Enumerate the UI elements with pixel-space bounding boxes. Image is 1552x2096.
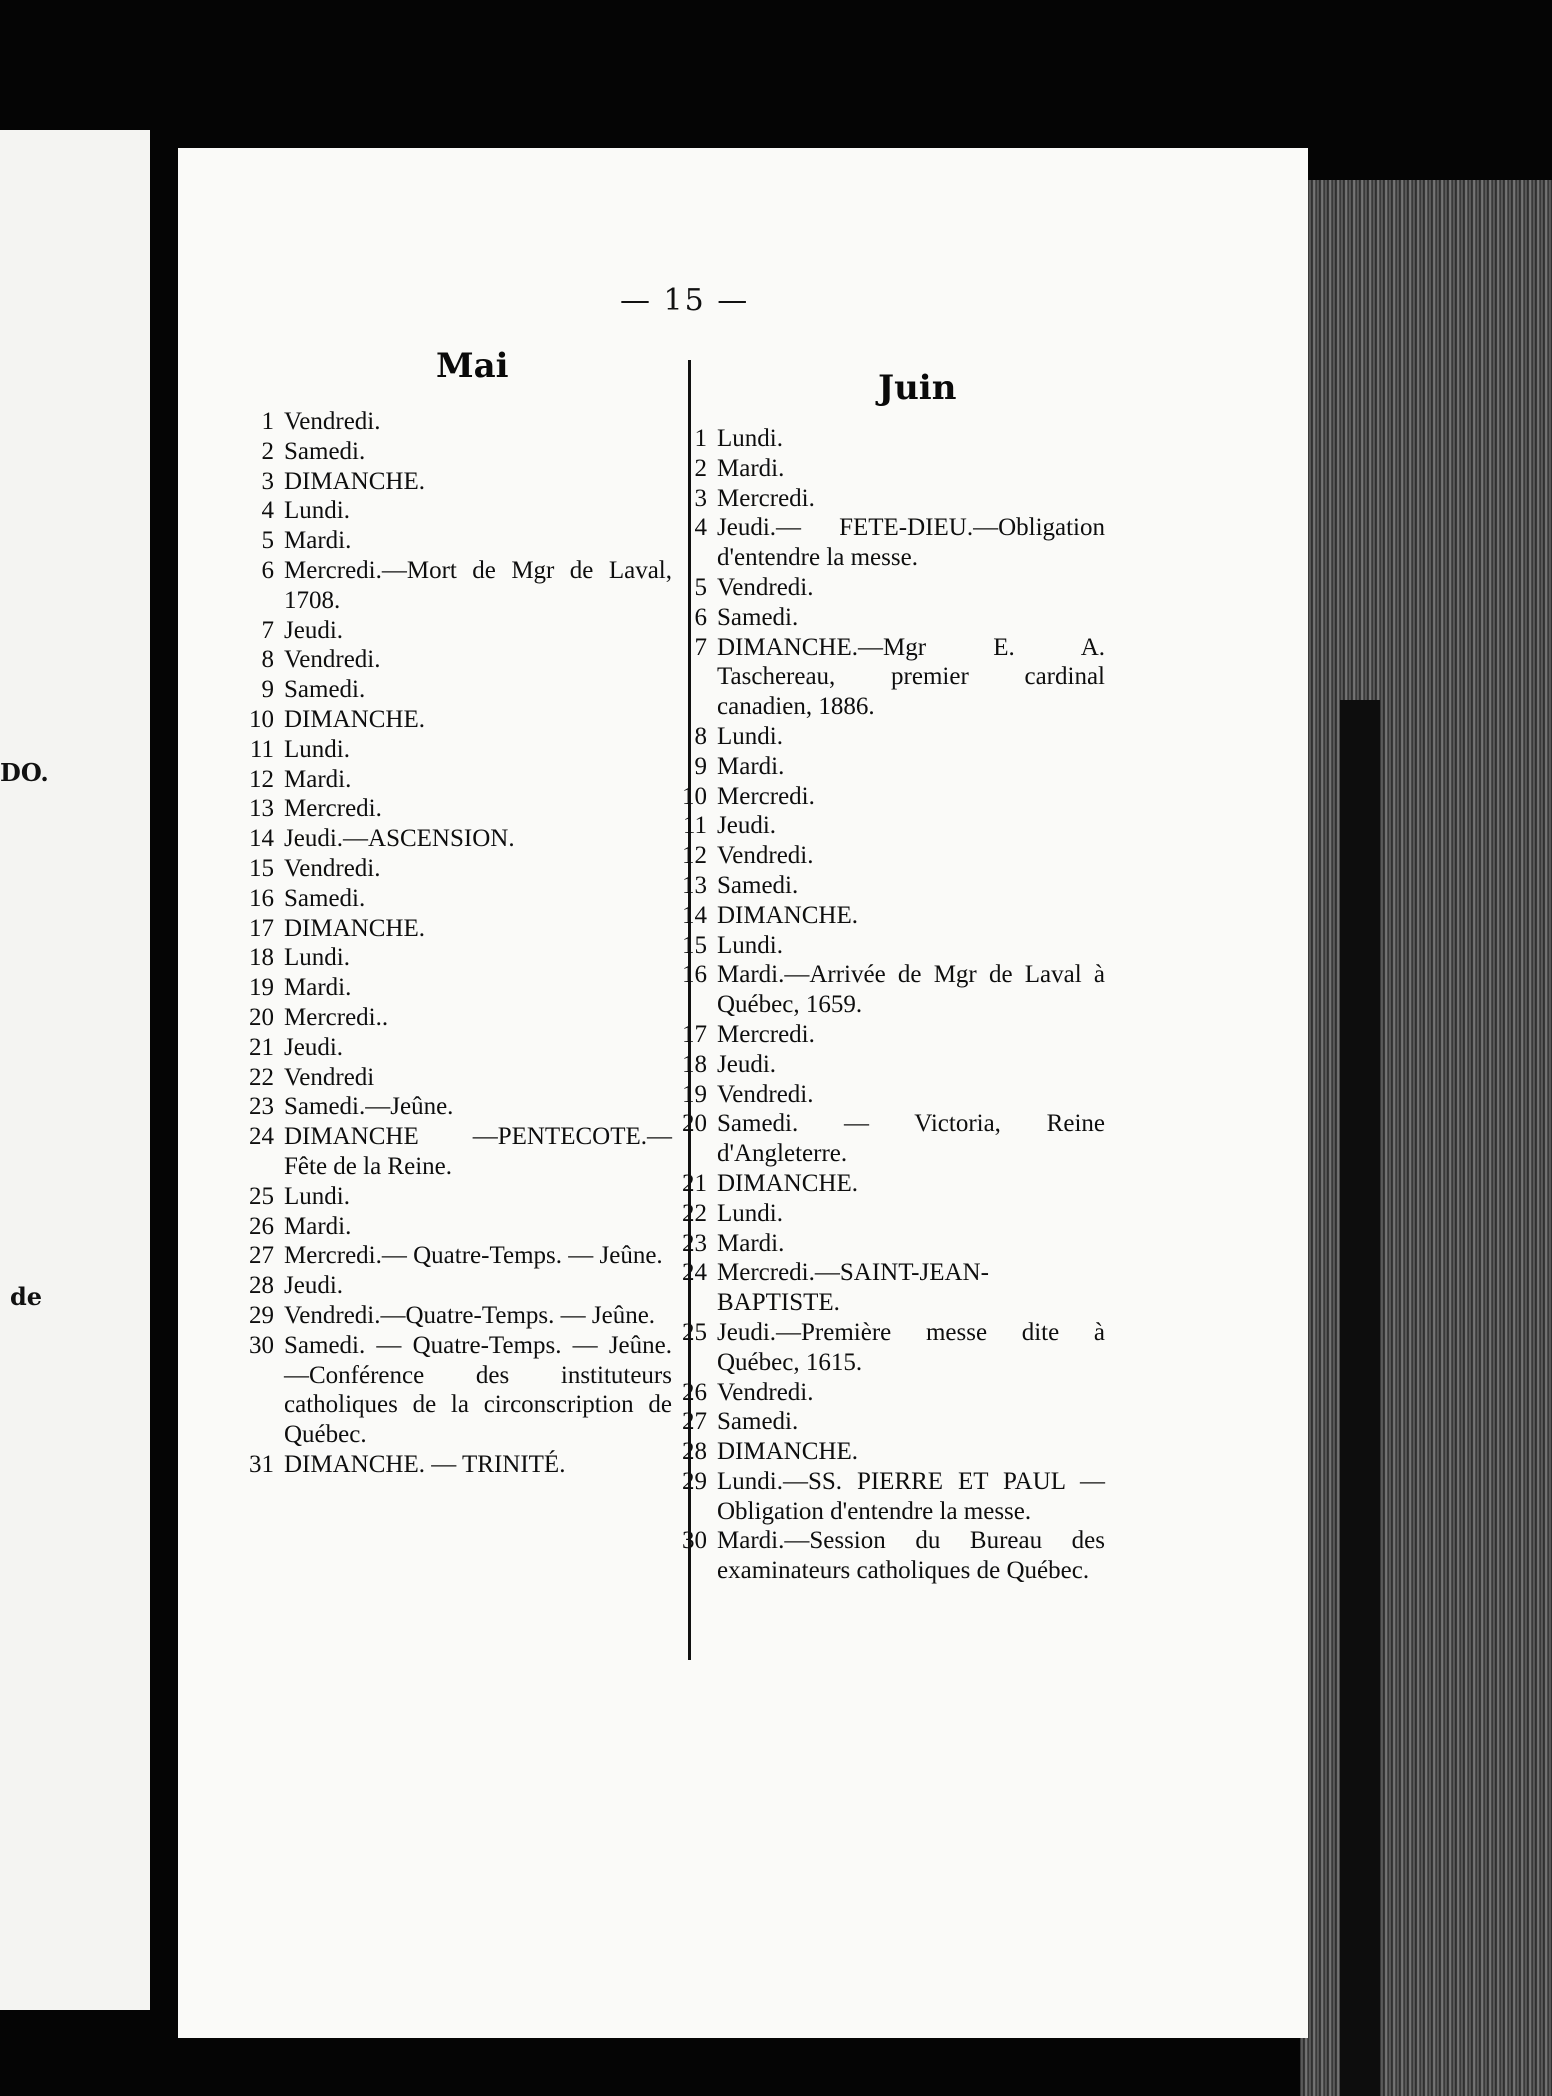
calendar-entry [665, 1050, 1105, 1080]
entry-day-number: 16 [682, 961, 707, 989]
entry-text: Jeudi. [284, 1033, 344, 1061]
entry-text: Lundi. [717, 931, 783, 959]
entry-text: Jeudi. [717, 1050, 777, 1078]
calendar-entry [232, 407, 672, 437]
entry-text: DIMANCHE. [284, 914, 425, 942]
entry-text: Mardi.—Arrivée de Mgr de Laval à Québec, 1659. [717, 961, 1105, 1019]
entry-text: Mercredi. [717, 782, 815, 810]
entry-day-number: 12 [682, 842, 707, 870]
calendar-entry [232, 526, 672, 556]
entry-text: DIMANCHE. [284, 467, 425, 495]
entry-day-number: 5 [694, 573, 707, 601]
entry-text: Mercredi.—SAINT-JEAN-BAPTISTE. [717, 1259, 989, 1317]
entry-day-number: 26 [682, 1378, 707, 1406]
entry-day-number: 9 [261, 676, 274, 704]
calendar-entry [665, 1467, 1105, 1527]
calendar-entry [665, 871, 1105, 901]
calendar-entry [665, 1020, 1105, 1050]
entry-text: Vendredi. [284, 646, 381, 674]
entry-day-number: 13 [249, 795, 274, 823]
entry-day-number: 21 [249, 1033, 274, 1061]
entry-day-number: 15 [682, 931, 707, 959]
entry-text: Lundi. [717, 722, 783, 750]
entry-day-number: 10 [249, 705, 274, 733]
entry-text: DIMANCHE.—Mgr E. A. Taschereau, premier cardinal canadien, 1886. [717, 633, 1105, 721]
entry-day-number: 25 [682, 1318, 707, 1346]
entry-text: Mardi.—Session du Bureau des examinateurs catholiques de Québec. [717, 1527, 1105, 1585]
entry-day-number: 3 [261, 467, 274, 495]
calendar-entry [232, 616, 672, 646]
calendar-entry [665, 901, 1105, 931]
entry-day-number: 7 [694, 633, 707, 661]
calendar-column-juin [665, 424, 1105, 1586]
entry-text: Vendredi. [284, 408, 381, 435]
entry-text: Mercredi. [284, 795, 382, 823]
entry-day-number: 28 [249, 1272, 274, 1300]
calendar-entry [232, 705, 672, 735]
entry-day-number: 1 [694, 425, 707, 452]
entry-day-number: 29 [249, 1301, 274, 1329]
entry-day-number: 18 [249, 944, 274, 972]
entry-day-number: 4 [261, 497, 274, 525]
entry-text: Lundi. [717, 1199, 783, 1227]
month-title-juin: Juin [878, 368, 957, 408]
entry-text: Vendredi. [717, 573, 814, 601]
entry-day-number: 22 [682, 1199, 707, 1227]
entry-day-number: 16 [249, 884, 274, 912]
calendar-entry [232, 1301, 672, 1331]
entry-text: Lundi.—SS. PIERRE ET PAUL — Obligation d'entendre la messe. [717, 1467, 1105, 1525]
entry-day-number: 7 [261, 616, 274, 644]
entry-day-number: 4 [694, 514, 707, 542]
calendar-entry [665, 424, 1105, 454]
entry-day-number: 22 [249, 1063, 274, 1091]
entry-text: Samedi. — Victoria, Reine d'Angleterre. [717, 1110, 1105, 1168]
entry-text: Mardi. [284, 765, 352, 793]
entry-text: Samedi. [284, 676, 366, 704]
entry-day-number: 10 [682, 782, 707, 810]
calendar-entry [665, 513, 1105, 573]
entry-day-number: 23 [682, 1229, 707, 1257]
calendar-entry [665, 1437, 1105, 1467]
entry-day-number: 6 [694, 603, 707, 631]
entry-text: Mardi. [284, 527, 352, 555]
entry-text: Lundi. [284, 497, 350, 525]
entry-text: Samedi. [284, 437, 366, 465]
entry-day-number: 14 [249, 825, 274, 853]
calendar-entry [232, 1212, 672, 1242]
entry-text: Lundi. [284, 735, 350, 763]
entry-text: DIMANCHE. — TRINITÉ. [284, 1450, 566, 1478]
calendar-entry [665, 841, 1105, 871]
entry-day-number: 27 [249, 1242, 274, 1270]
entry-day-number: 15 [249, 854, 274, 882]
entry-day-number: 20 [682, 1110, 707, 1138]
entry-text: Vendredi. [717, 1080, 814, 1108]
entry-text: Samedi. [284, 884, 366, 912]
entry-text: Jeudi. [717, 812, 777, 840]
entry-text: Lundi. [717, 425, 783, 452]
calendar-entry [665, 1407, 1105, 1437]
calendar-entry [665, 811, 1105, 841]
left-page-text-fragment: DO. [0, 758, 49, 787]
calendar-entry [665, 573, 1105, 603]
calendar-entry [232, 1182, 672, 1212]
entry-day-number: 2 [694, 454, 707, 482]
entry-day-number: 25 [249, 1182, 274, 1210]
calendar-entry [665, 752, 1105, 782]
calendar-entry [232, 675, 672, 705]
left-page-text-fragment: de [10, 1282, 43, 1311]
entry-day-number: 26 [249, 1212, 274, 1240]
calendar-entry [665, 1378, 1105, 1408]
calendar-entry [232, 556, 672, 616]
calendar-entry [665, 960, 1105, 1020]
calendar-entry [665, 1080, 1105, 1110]
calendar-entry [232, 854, 672, 884]
facing-page-fragment [0, 130, 150, 2010]
calendar-entry [665, 484, 1105, 514]
calendar-entry [665, 1229, 1105, 1259]
calendar-entry [232, 437, 672, 467]
entry-day-number: 17 [249, 914, 274, 942]
entry-day-number: 13 [682, 871, 707, 899]
entry-text: Jeudi. [284, 616, 344, 644]
entry-day-number: 29 [682, 1467, 707, 1495]
entry-day-number: 28 [682, 1438, 707, 1466]
entry-text: Samedi.—Jeûne. [284, 1093, 454, 1121]
entry-day-number: 31 [249, 1450, 274, 1478]
calendar-entry [232, 735, 672, 765]
calendar-entry [665, 454, 1105, 484]
entry-day-number: 11 [682, 812, 707, 840]
entry-text: DIMANCHE. [717, 1169, 858, 1197]
entry-day-number: 14 [682, 901, 707, 929]
entry-day-number: 8 [261, 646, 274, 674]
entry-text: Mercredi.—Mort de Mgr de Laval, 1708. [284, 556, 672, 614]
entry-text: DIMANCHE —PENTECOTE.— Fête de la Reine. [284, 1123, 672, 1180]
calendar-entry [232, 645, 672, 675]
calendar-entry [665, 722, 1105, 752]
entry-day-number: 5 [261, 527, 274, 555]
entry-day-number: 11 [249, 735, 274, 763]
entry-text: Vendredi. [717, 842, 814, 870]
calendar-entry [232, 973, 672, 1003]
calendar-entry [232, 1450, 672, 1480]
entry-day-number: 19 [682, 1080, 707, 1108]
calendar-column-mai [232, 407, 672, 1480]
calendar-entry [665, 1199, 1105, 1229]
entry-text: Jeudi. [284, 1272, 344, 1300]
calendar-entry [232, 824, 672, 854]
entry-text: Mercredi.. [284, 1003, 389, 1031]
calendar-entry [665, 1318, 1105, 1378]
entry-text: Mardi. [717, 752, 785, 780]
entry-day-number: 21 [682, 1169, 707, 1197]
calendar-entry [232, 765, 672, 795]
book-page-edges [1300, 180, 1552, 2096]
entry-day-number: 2 [261, 437, 274, 465]
entry-text: Jeudi.—ASCENSION. [284, 825, 515, 853]
entry-day-number: 17 [682, 1020, 707, 1048]
calendar-entry [232, 943, 672, 973]
calendar-entry [232, 1092, 672, 1122]
entry-text: Jeudi.—Première messe dite à Québec, 1615. [717, 1318, 1105, 1376]
entry-text: DIMANCHE. [717, 901, 858, 929]
calendar-entry [232, 1241, 672, 1271]
calendar-entry [232, 1331, 672, 1450]
entry-text: Samedi. [717, 1408, 799, 1436]
entry-text: Mardi. [284, 1212, 352, 1240]
entry-text: Vendredi.—Quatre-Temps. — Jeûne. [284, 1301, 656, 1329]
month-title-mai: Mai [436, 346, 509, 386]
calendar-entry [665, 603, 1105, 633]
calendar-entry [665, 1169, 1105, 1199]
calendar-entry [665, 1258, 1105, 1318]
entry-text: Mercredi. [717, 1020, 815, 1048]
page-number: — 15 — [620, 283, 750, 318]
book-page-edge-shadow [1340, 700, 1380, 2096]
calendar-entry [232, 467, 672, 497]
entry-text: DIMANCHE. [717, 1438, 858, 1466]
entry-day-number: 12 [249, 765, 274, 793]
entry-text: Samedi. [717, 603, 799, 631]
entry-text: Mardi. [284, 974, 352, 1002]
entry-text: DIMANCHE. [284, 705, 425, 733]
entry-day-number: 27 [682, 1408, 707, 1436]
entry-day-number: 9 [694, 752, 707, 780]
entry-day-number: 24 [249, 1123, 274, 1151]
entry-text: Lundi. [284, 944, 350, 972]
entry-text: Samedi. [717, 871, 799, 899]
entry-day-number: 1 [261, 408, 274, 435]
entry-text: Vendredi. [284, 854, 381, 882]
calendar-entry [665, 1109, 1105, 1169]
entry-day-number: 24 [682, 1259, 707, 1287]
calendar-entry [232, 1033, 672, 1063]
calendar-entry [232, 496, 672, 526]
calendar-entry [232, 1063, 672, 1093]
entry-text: Mardi. [717, 454, 785, 482]
entry-text: Mardi. [717, 1229, 785, 1257]
calendar-entry [232, 1271, 672, 1301]
entry-text: Mercredi. [717, 484, 815, 512]
entry-text: Lundi. [284, 1182, 350, 1210]
entry-text: Jeudi.— FETE-DIEU.—Obligation d'entendre la messe. [717, 514, 1105, 572]
calendar-entry [665, 633, 1105, 722]
calendar-entry [232, 1003, 672, 1033]
entry-text: Samedi. — Quatre-Temps. — Jeûne.—Conférence des instituteurs catholiques de la circonscription de Québec. [284, 1331, 672, 1449]
entry-day-number: 3 [694, 484, 707, 512]
calendar-entry [232, 794, 672, 824]
entry-day-number: 19 [249, 974, 274, 1002]
entry-day-number: 30 [682, 1527, 707, 1555]
entry-text: Vendredi [284, 1063, 375, 1091]
entry-day-number: 20 [249, 1003, 274, 1031]
calendar-entry [232, 884, 672, 914]
calendar-entry [665, 782, 1105, 812]
entry-day-number: 6 [261, 556, 274, 584]
entry-day-number: 18 [682, 1050, 707, 1078]
calendar-entry [665, 1526, 1105, 1586]
entry-day-number: 23 [249, 1093, 274, 1121]
calendar-entry [232, 914, 672, 944]
entry-day-number: 30 [249, 1331, 274, 1359]
entry-text: Mercredi.— Quatre-Temps. — Jeûne. [284, 1242, 663, 1270]
entry-text: Vendredi. [717, 1378, 814, 1406]
calendar-entry [665, 931, 1105, 961]
calendar-entry [232, 1122, 672, 1182]
entry-day-number: 8 [694, 722, 707, 750]
